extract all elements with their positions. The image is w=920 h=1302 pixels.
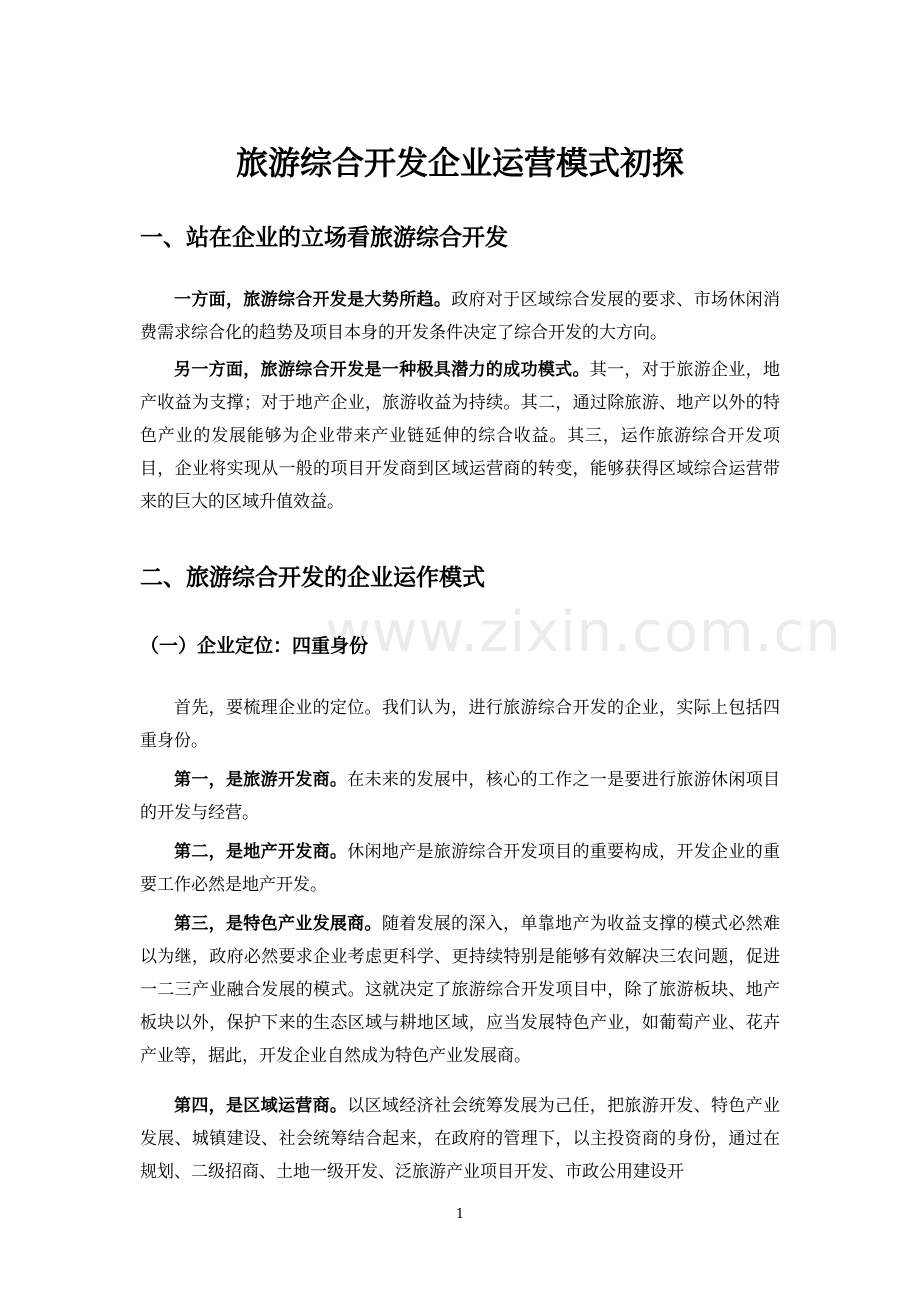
item-body: 随着发展的深入，单靠地产为收益支撑的模式必然难以为继，政府必然要求企业考虑更科学、更持续特别是能够有效解决三农问题，促进一二三产业融合发展的模式。这就决定了旅游综合开发项目中，除了旅游板块、地产板块以外，保护下来的生态区域与耕地区域，应当发展特色产业，如葡萄产业、花卉产业等，据此，开发企业自然成为特色产业发展商。 — [140, 914, 781, 1066]
item-lead: 第四，是区域运营商。 — [174, 1096, 348, 1116]
item-body: 在未来的发展中，核心的工作之一是要进行旅游休闲项目的开发与经营。 — [140, 770, 781, 823]
section-1-paragraph-2 — [140, 354, 780, 519]
item-body: 以区域经济社会统筹发展为己任，把旅游开发、特色产业发展、城镇建设、社会统筹结合起来，在政府的管理下，以主投资商的身份，通过在规划、二级招商、土地一级开发、泛旅游产业项目开发、市政公用建设开 — [140, 1096, 781, 1182]
watermark: www.zixin.com.cn — [325, 600, 842, 665]
paragraph-lead: 另一方面，旅游综合开发是一种极具潜力的成功模式。 — [174, 360, 590, 380]
document-title: 旅游综合开发企业运营模式初探 — [235, 144, 684, 182]
identity-item-1 — [140, 764, 780, 830]
section-1-paragraph-1 — [140, 284, 780, 350]
paragraph-body: 政府对于区域综合发展的要求、市场休闲消费需求综合化的趋势及项目本身的开发条件决定了综合开发的大方向。 — [140, 290, 781, 343]
item-lead: 第三，是特色产业发展商。 — [174, 914, 382, 934]
item-lead: 第一，是旅游开发商。 — [174, 770, 348, 790]
paragraph-lead: 一方面，旅游综合开发是大势所趋。 — [174, 290, 452, 310]
subsection-1-intro: 首先，要梳理企业的定位。我们认为，进行旅游综合开发的企业，实际上包括四重身份。 — [140, 698, 780, 751]
item-lead: 第二，是地产开发商。 — [174, 842, 348, 862]
section-2-heading: 二、旅游综合开发的企业运作模式 — [140, 565, 485, 591]
page-number: 1 — [455, 1207, 465, 1222]
identity-item-3 — [140, 908, 780, 1073]
identity-item-4 — [140, 1090, 780, 1189]
section-1-heading: 一、站在企业的立场看旅游综合开发 — [140, 225, 508, 251]
subsection-1-heading: （一）企业定位：四重身份 — [140, 635, 369, 657]
identity-item-2 — [140, 836, 780, 902]
paragraph-body: 其一，对于旅游企业，地产收益为支撑；对于地产企业，旅游收益为持续。其二，通过除旅游、地产以外的特色产业的发展能够为企业带来产业链延伸的综合收益。其三，运作旅游综合开发项目，企业将实现从一般的项目开发商到区域运营商的转变，能够获得区域综合运营带来的巨大的区域升值效益。 — [140, 360, 781, 512]
item-body: 休闲地产是旅游综合开发项目的重要构成，开发企业的重要工作必然是地产开发。 — [140, 842, 781, 895]
